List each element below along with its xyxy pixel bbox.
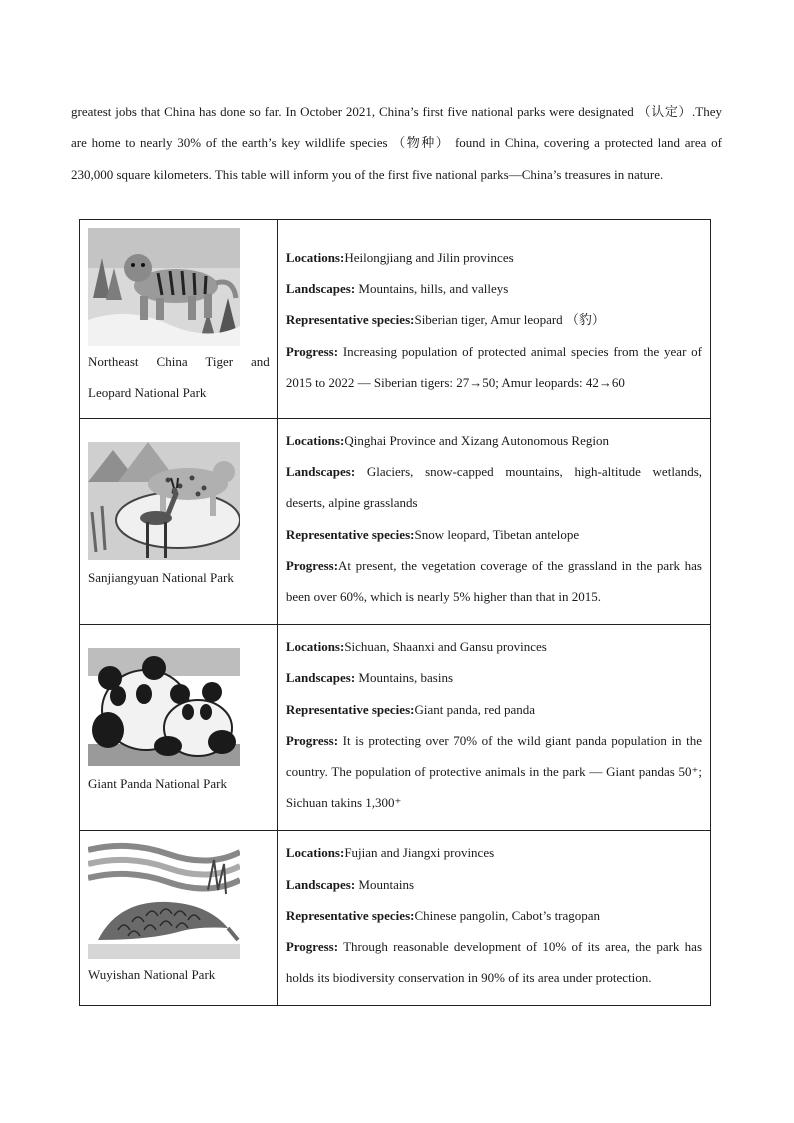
species-value: Chinese pangolin, Cabot’s tragopan: [414, 907, 601, 923]
park-progress: [286, 931, 702, 993]
progress-value: At present, the vegetation coverage of the grassland in the park has been over 60%, which is nearly 5% higher than that in 2015.: [285, 557, 702, 605]
park-name: Northeast China Tiger and Leopard National Park: [88, 354, 270, 400]
intro-paragraph: greatest jobs that China has done so far. In October 2021, China’s first five national parks were designated （认定）.They are home to nearly 30% of the earth’s key wildlife species （物种） found in China, covering a protected land area of 230,000 square kilometers. This table will inform you of the first five national parks—China’s treasures in nature.: [71, 104, 722, 182]
park-name: Giant Panda National Park: [88, 776, 227, 792]
giant-panda-illustration: [88, 648, 240, 766]
progress-label: Progress:: [285, 343, 339, 359]
park-locations: [286, 837, 702, 868]
landscapes-label: Landscapes:: [285, 464, 356, 480]
locations-value: Qinghai Province and Xizang Autonomous Region: [344, 433, 609, 448]
locations-value: Sichuan, Shaanxi and Gansu provinces: [344, 639, 547, 655]
species-value: Giant panda, red panda: [414, 701, 536, 717]
tiger-illustration: [88, 228, 240, 346]
locations-label: Locations:: [285, 433, 345, 448]
progress-label: Progress:: [285, 732, 339, 748]
landscapes-label: Landscapes:: [285, 876, 356, 892]
park-locations: [286, 242, 702, 273]
species-label: Representative species:: [285, 312, 415, 328]
species-value: Siberian tiger, Amur leopard （豹）: [414, 312, 605, 328]
table-row: [80, 625, 711, 831]
landscapes-value: Mountains, hills, and valleys: [358, 281, 509, 297]
park-locations: [286, 425, 702, 456]
landscapes-label: Landscapes:: [285, 281, 356, 297]
snow-leopard-antelope-illustration: [88, 442, 240, 560]
table-row: [80, 419, 711, 625]
park-species: [286, 519, 702, 550]
landscapes-label: Landscapes:: [285, 670, 356, 686]
pangolin-illustration: [88, 839, 240, 959]
species-label: Representative species:: [285, 526, 415, 542]
species-value: Snow leopard, Tibetan antelope: [414, 526, 580, 542]
table-row: [80, 831, 711, 1006]
progress-value: Through reasonable development of 10% of its area, the park has holds its biodiversity conservation in 90% of its area under protection.: [285, 939, 702, 986]
table-row: [80, 220, 711, 419]
park-progress: [286, 336, 702, 398]
locations-value: Heilongjiang and Jilin provinces: [344, 250, 514, 265]
national-parks-table: [79, 219, 711, 1006]
landscapes-value: Mountains, basins: [358, 670, 454, 686]
locations-label: Locations:: [285, 250, 345, 265]
park-progress: [286, 550, 702, 612]
progress-label: Progress:: [285, 557, 339, 573]
park-species: [286, 304, 702, 335]
park-name: Sanjiangyuan National Park: [88, 570, 234, 585]
locations-label: Locations:: [285, 639, 345, 655]
park-name: Wuyishan National Park: [88, 967, 216, 983]
park-species: [286, 900, 702, 931]
park-landscapes: [286, 869, 702, 900]
park-locations: [286, 631, 702, 662]
progress-value: It is protecting over 70% of the wild giant panda population in the country. The population of protective animals in the park — Giant pandas 50⁺; Sichuan takins 1,300⁺: [285, 732, 703, 811]
park-landscapes: [286, 456, 702, 518]
progress-label: Progress:: [285, 939, 339, 955]
locations-label: Locations:: [285, 845, 345, 861]
species-label: Representative species:: [285, 701, 415, 717]
park-landscapes: [286, 273, 702, 304]
landscapes-value: Glaciers, snow-capped mountains, high-altitude wetlands, deserts, alpine grasslands: [285, 464, 703, 511]
species-label: Representative species:: [285, 907, 415, 923]
progress-value: Increasing population of protected animal species from the year of 2015 to 2022 — Siberian tigers: 27→50; Amur leopards: 42→60: [285, 343, 703, 390]
park-progress: [286, 725, 702, 819]
park-landscapes: [286, 662, 702, 693]
landscapes-value: Mountains: [358, 876, 415, 892]
park-species: [286, 694, 702, 725]
locations-value: Fujian and Jiangxi provinces: [344, 845, 495, 861]
